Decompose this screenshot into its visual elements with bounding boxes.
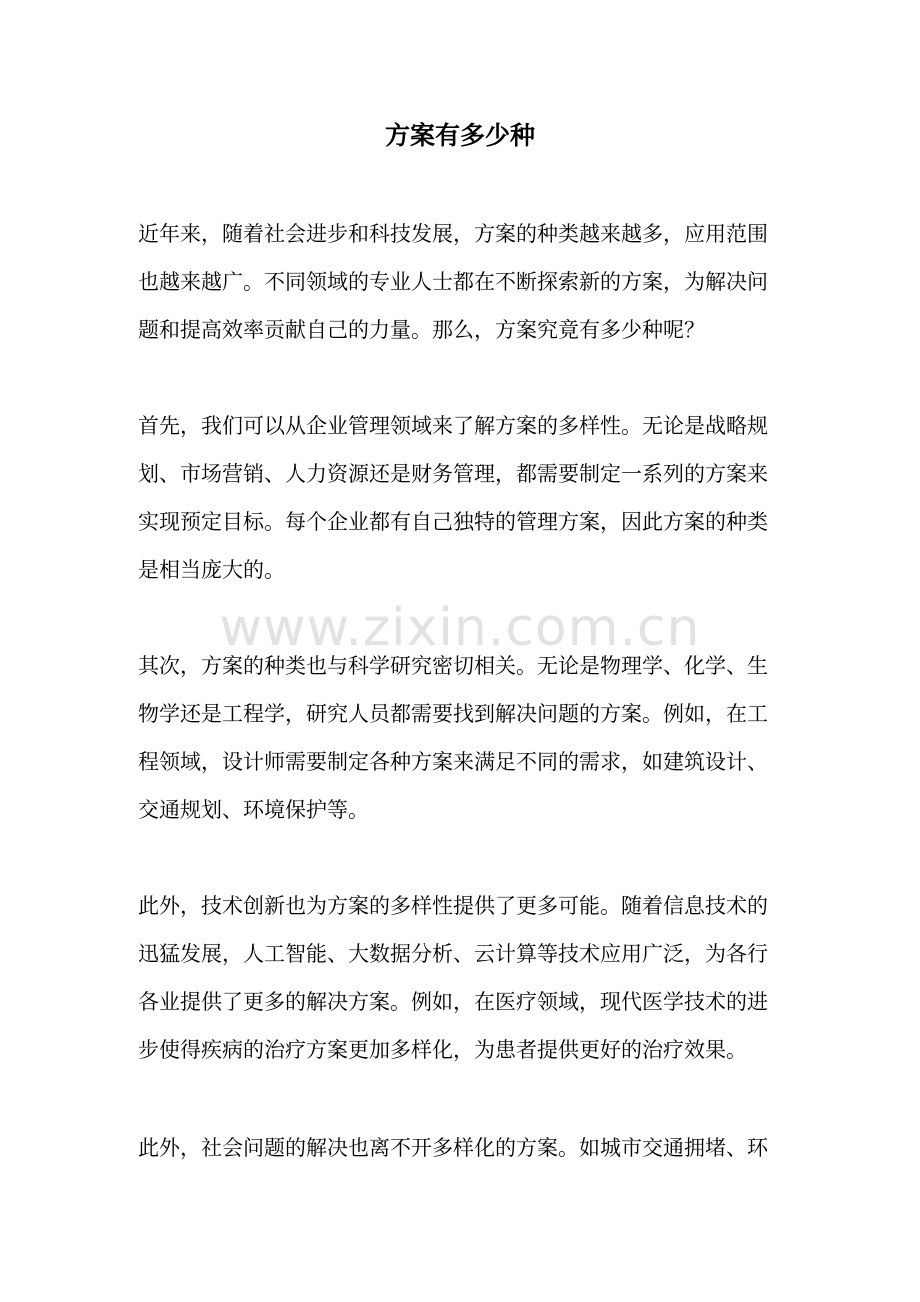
paragraph [138, 1124, 788, 1172]
paragraph-line: 题和提高效率贡献自己的力量。那么，方案究竟有多少种呢？ [138, 318, 705, 342]
paragraph-line: 物学还是工程学，研究人员都需要找到解决问题的方案。例如，在工 [138, 702, 768, 726]
paragraph-line: 步使得疾病的治疗方案更加多样化，为患者提供更好的治疗效果。 [138, 1038, 747, 1062]
paragraph-line: 此外，技术创新也为方案的多样性提供了更多可能。随着信息技术的 [138, 894, 768, 918]
paragraph-line: 划、市场营销、人力资源还是财务管理，都需要制定一系列的方案来 [138, 462, 768, 486]
paragraph-line: 也越来越广。不同领域的专业人士都在不断探索新的方案，为解决问 [138, 270, 768, 294]
paragraph-line: 其次，方案的种类也与科学研究密切相关。无论是物理学、化学、生 [138, 654, 768, 678]
paragraph-line: 程领域，设计师需要制定各种方案来满足不同的需求，如建筑设计、 [138, 750, 768, 774]
document-title: 方案有多少种 [384, 121, 535, 150]
paragraph-line: 各业提供了更多的解决方案。例如，在医疗领域，现代医学技术的进 [138, 990, 768, 1014]
paragraph-line: 迅猛发展，人工智能、大数据分析、云计算等技术应用广泛，为各行 [138, 942, 768, 966]
watermark: www.zixin.com.cn [219, 598, 701, 658]
paragraph [138, 882, 788, 1074]
paragraph [138, 402, 788, 594]
paragraph-line: 交通规划、环境保护等。 [138, 798, 369, 822]
paragraph [138, 642, 788, 834]
paragraph [138, 210, 788, 354]
paragraph-line: 近年来，随着社会进步和科技发展，方案的种类越来越多，应用范围 [138, 222, 768, 246]
paragraph-line: 此外，社会问题的解决也离不开多样化的方案。如城市交通拥堵、环 [138, 1136, 768, 1160]
paragraph-line: 首先，我们可以从企业管理领域来了解方案的多样性。无论是战略规 [138, 414, 768, 438]
paragraph-line: 实现预定目标。每个企业都有自己独特的管理方案，因此方案的种类 [138, 510, 768, 534]
paragraph-line: 是相当庞大的。 [138, 558, 285, 582]
